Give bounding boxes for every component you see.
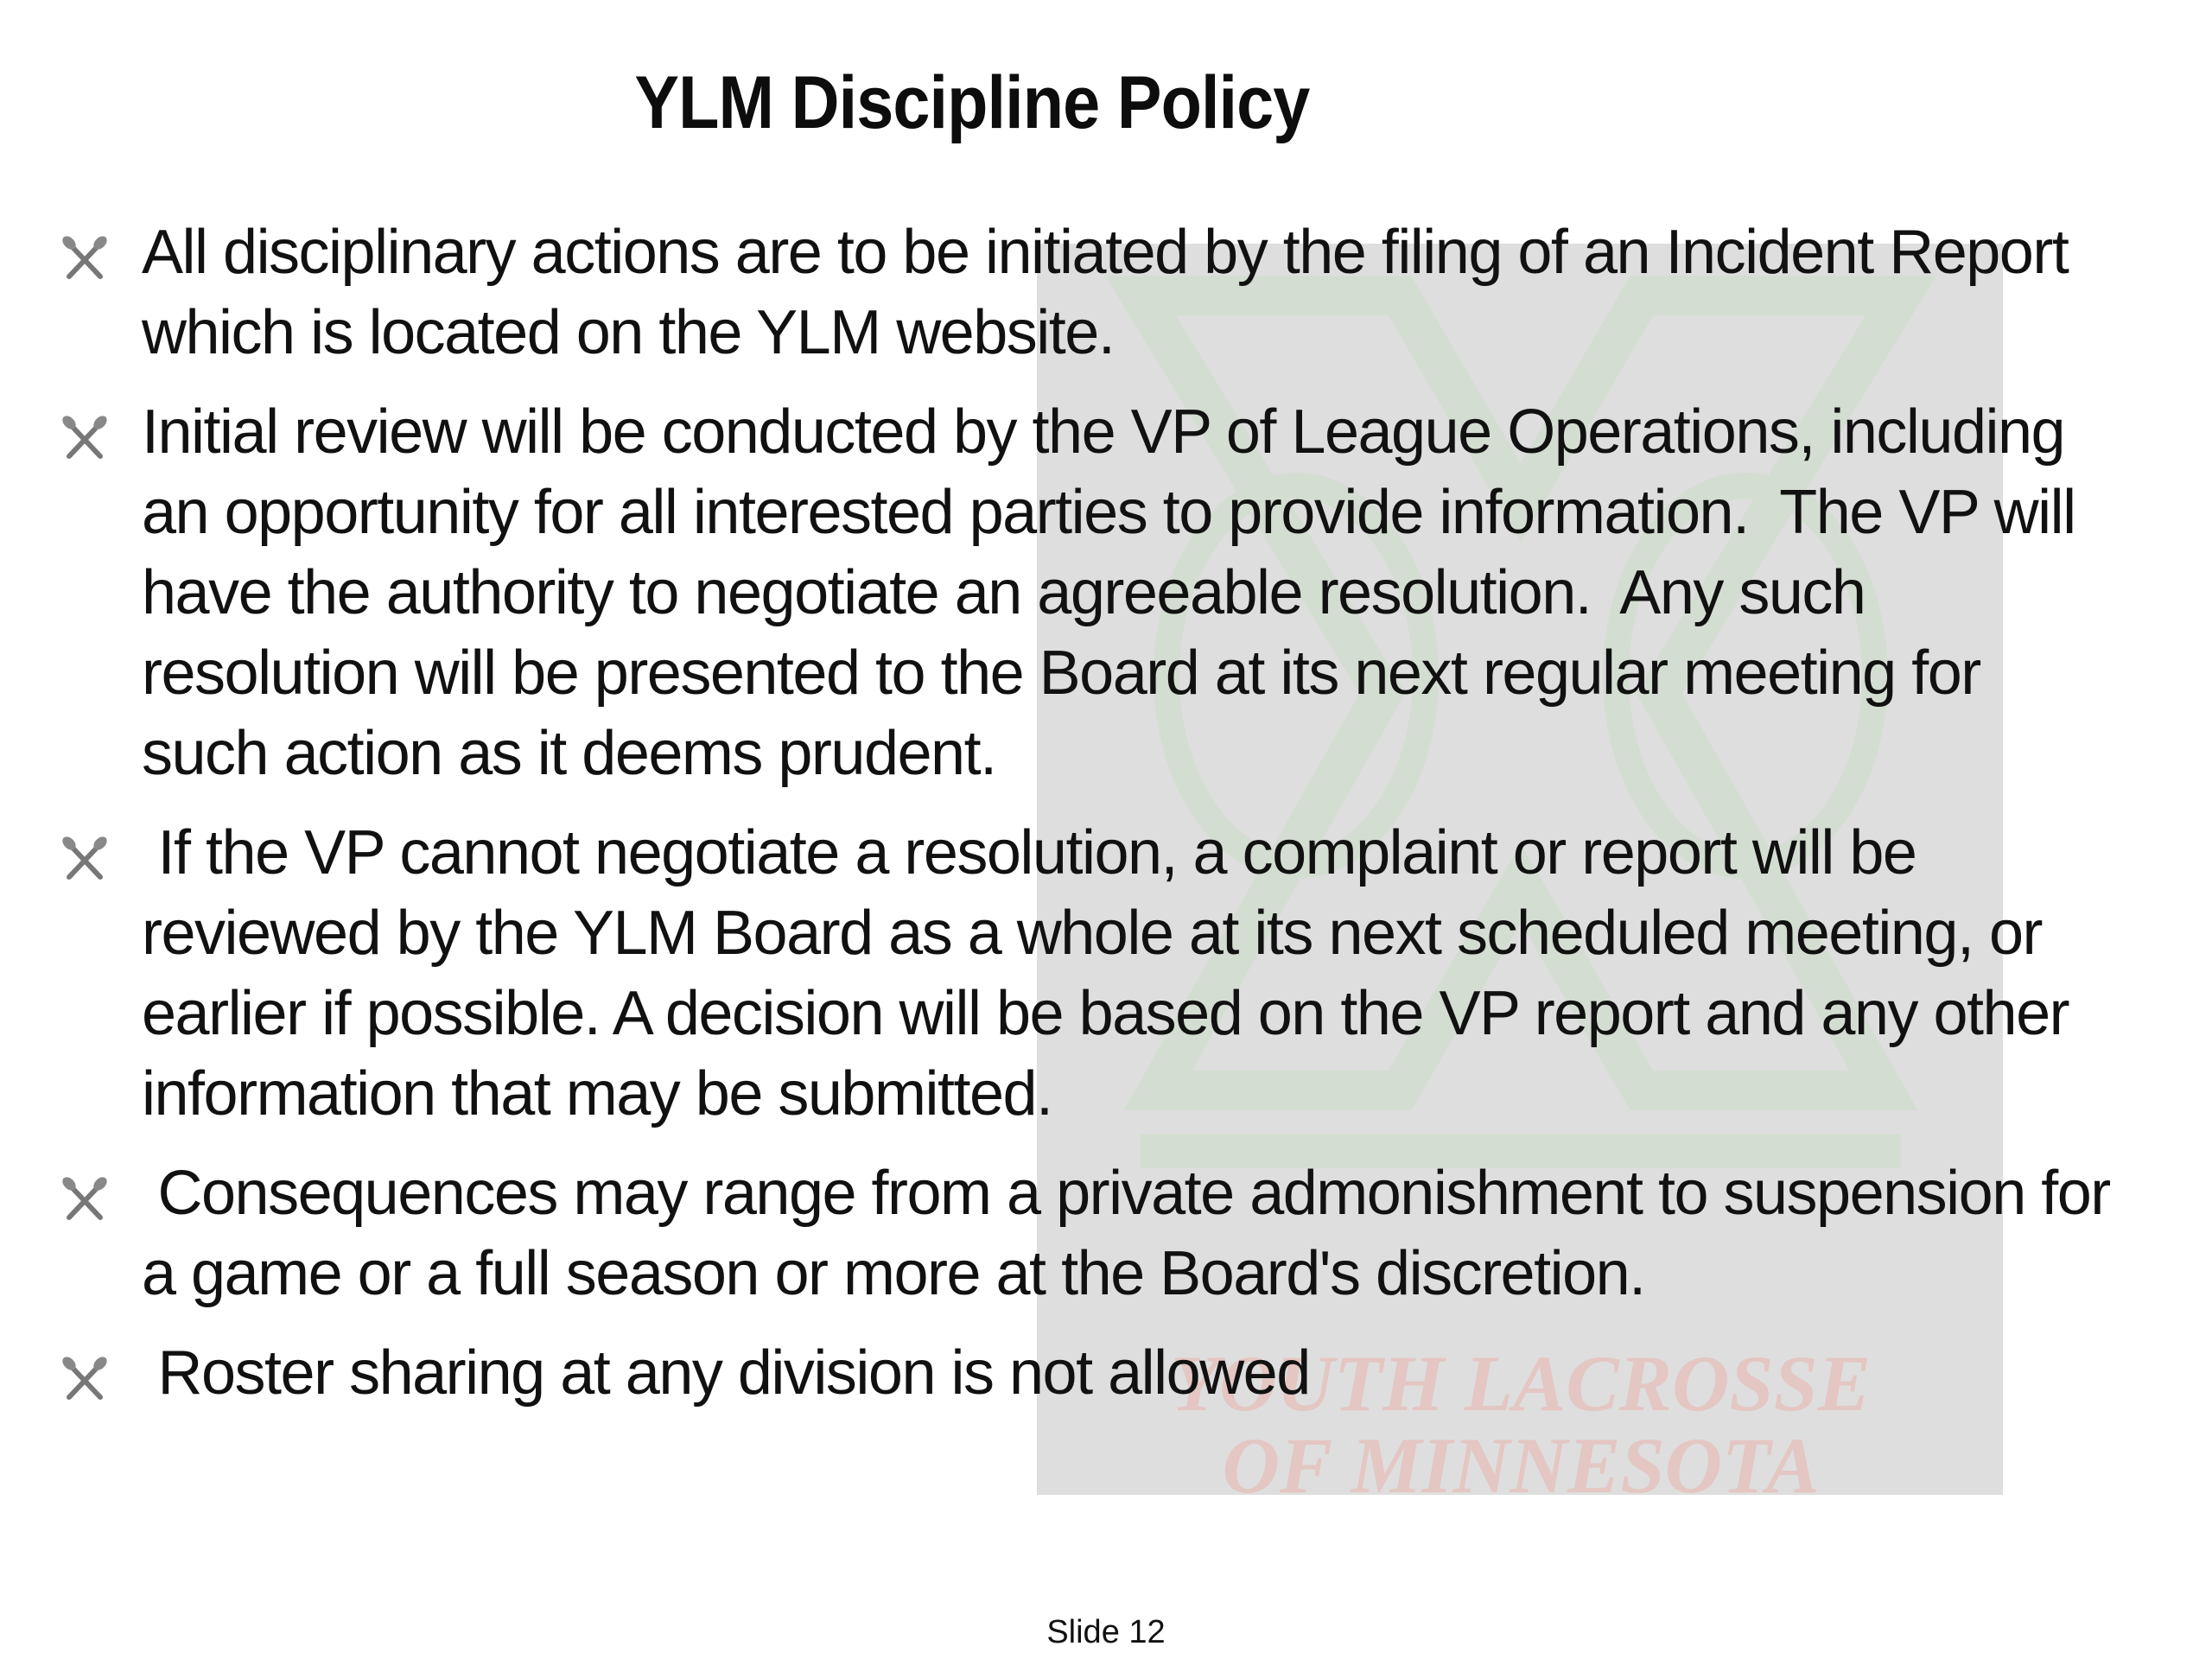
crossed-lacrosse-sticks-icon [59, 1174, 111, 1226]
bullet-text: Consequences may range from a private admonishment to suspension for a game or a full season or more at the Board's discretion. [142, 1159, 2110, 1308]
bullet-text: If the VP cannot negotiate a resolution, a complaint or report will be reviewed by the YLM Board as a whole at its next scheduled meeting, or earlier if possible. A decision will be based on the VP report and any other information that may be submitted. [142, 818, 2069, 1128]
list-item [59, 213, 2167, 373]
list-item [59, 392, 2167, 794]
list-item [59, 813, 2167, 1135]
crossed-lacrosse-sticks-icon [59, 413, 111, 465]
crossed-lacrosse-sticks-icon [59, 834, 111, 886]
crossed-lacrosse-sticks-icon [59, 1354, 111, 1406]
list-item [59, 1333, 2167, 1414]
bullet-text: All disciplinary actions are to be initiated by the filing of an Incident Report which is located on the YLM website. [142, 218, 2069, 367]
watermark-line2: OF MINNESOTA [1222, 1421, 1820, 1495]
crossed-lacrosse-sticks-icon [59, 233, 111, 285]
bullet-text: Roster sharing at any division is not allowed [142, 1338, 1310, 1408]
slide-title: YLM Discipline Policy [634, 61, 1310, 144]
list-item [59, 1154, 2167, 1314]
watermark-line1: YOUTH LACROSSE [1170, 1339, 1872, 1427]
bullet-text: Initial review will be conducted by the VP of League Operations, including an opportunity for all interested parties to provide information. The VP will have the authority to negotiate an agreeable resolution. Any such resolution will be presented to the Board at its next regular meeting for such action as it deems prudent. [142, 397, 2075, 788]
slide-number: Slide 12 [1046, 1614, 1166, 1650]
bullet-list [59, 213, 2167, 1433]
